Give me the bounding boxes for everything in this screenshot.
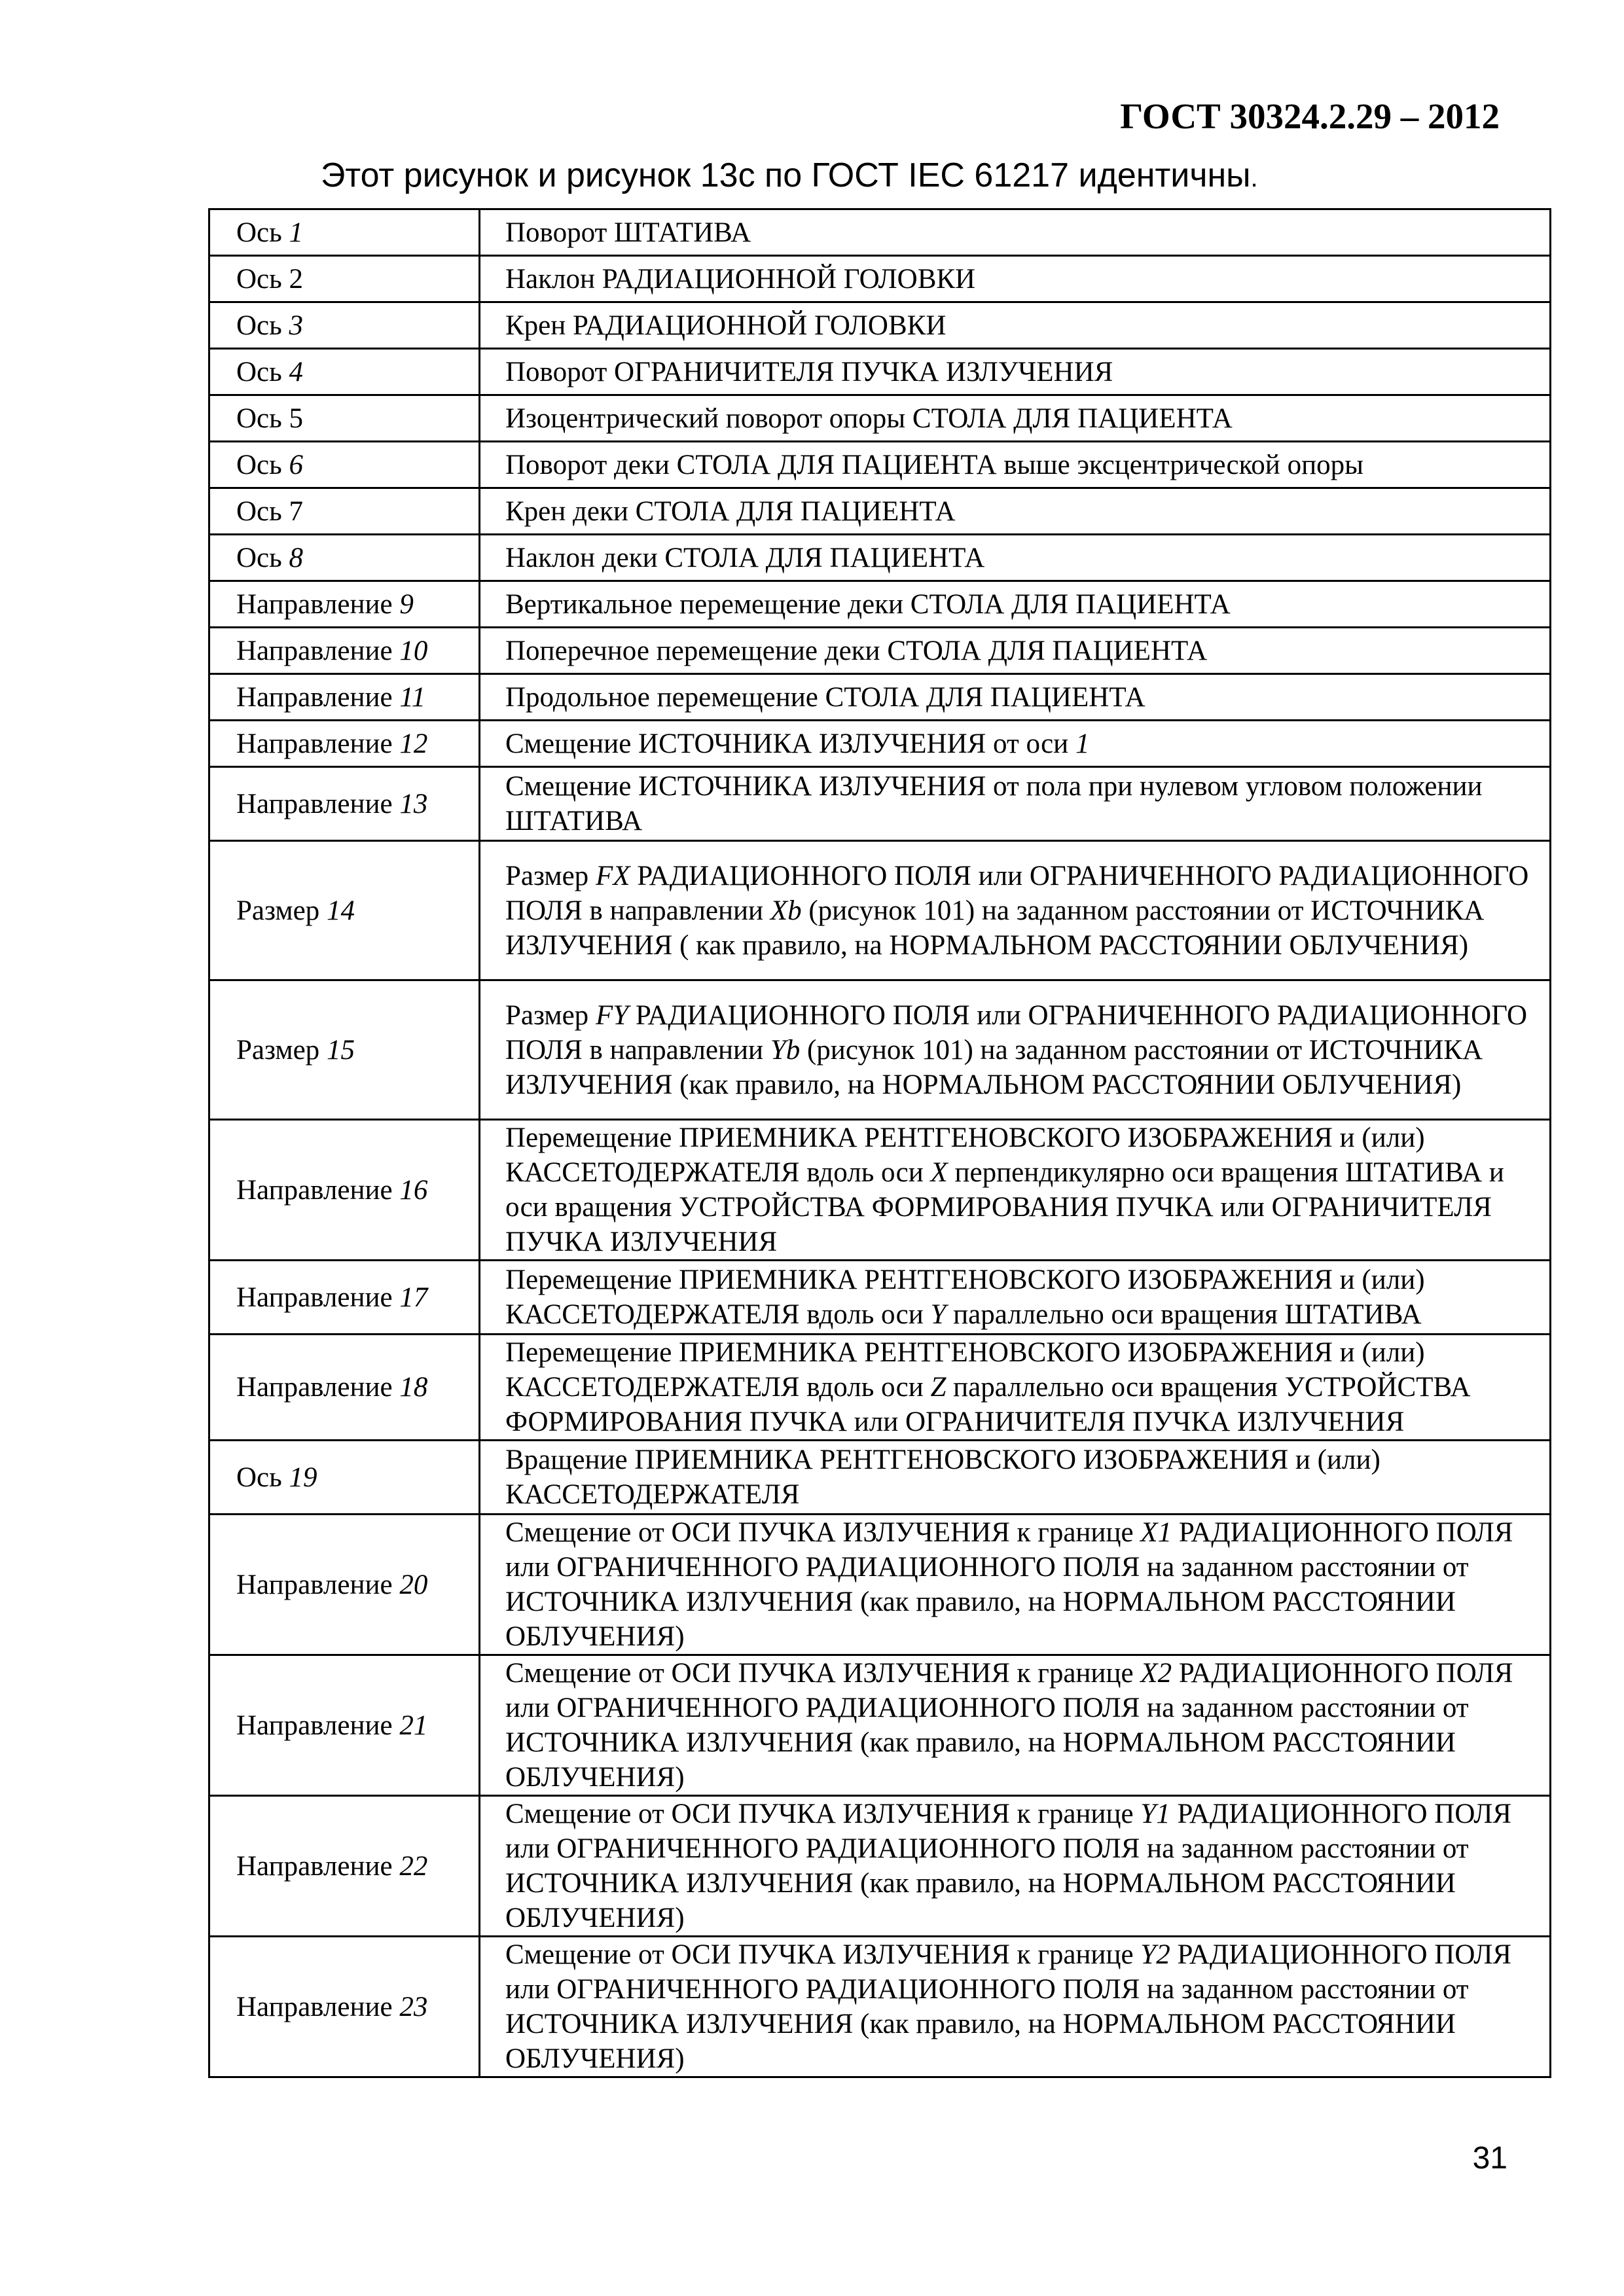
document-header-standard: ГОСТ 30324.2.29 – 2012 bbox=[1120, 96, 1500, 136]
row-label: Направление bbox=[236, 681, 393, 713]
row-label: Ось bbox=[236, 263, 282, 295]
row-designation bbox=[209, 535, 480, 581]
row-number: 7 bbox=[289, 495, 303, 527]
row-description: Поперечное перемещение деки СТОЛА ДЛЯ ПАЦИЕНТА bbox=[480, 628, 1551, 674]
row-description: Вращение ПРИЕМНИКА РЕНТГЕНОВСКОГО ИЗОБРАЖЕНИЯ и (или) КАССЕТОДЕРЖАТЕЛЯ bbox=[480, 1441, 1551, 1515]
table-row bbox=[209, 349, 1551, 395]
row-description: Крен РАДИАЦИОННОЙ ГОЛОВКИ bbox=[480, 302, 1551, 349]
row-number: 21 bbox=[399, 1710, 428, 1741]
row-label: Направление bbox=[236, 728, 393, 759]
row-number: 20 bbox=[399, 1569, 428, 1600]
table-row bbox=[209, 841, 1551, 980]
row-label: Направление bbox=[236, 588, 393, 620]
row-label: Ось bbox=[236, 217, 282, 248]
row-number: 18 bbox=[399, 1372, 428, 1403]
row-designation bbox=[209, 302, 480, 349]
intro-text: Этот рисунок и рисунок 13с по ГОСТ IEC 61217 идентичны bbox=[321, 156, 1251, 194]
row-description: Поворот ОГРАНИЧИТЕЛЯ ПУЧКА ИЗЛУЧЕНИЯ bbox=[480, 349, 1551, 395]
row-designation bbox=[209, 395, 480, 442]
row-label: Направление bbox=[236, 1850, 393, 1882]
row-designation bbox=[209, 349, 480, 395]
table-row bbox=[209, 1937, 1551, 2077]
row-number: 8 bbox=[289, 542, 303, 573]
table-row bbox=[209, 581, 1551, 628]
row-label: Направление bbox=[236, 788, 393, 819]
row-number: 2 bbox=[289, 263, 303, 295]
row-description: Смещение от ОСИ ПУЧКА ИЗЛУЧЕНИЯ к границе X2 РАДИАЦИОННОГО ПОЛЯ или ОГРАНИЧЕННОГО РАДИАЦИОННОГО ПОЛЯ на заданном расстоянии от ИСТОЧНИКА ИЗЛУЧЕНИЯ (как правило, на НОРМАЛЬНОМ РАССТОЯНИИ ОБЛУЧЕНИЯ) bbox=[480, 1655, 1551, 1796]
row-description: Вертикальное перемещение деки СТОЛА ДЛЯ ПАЦИЕНТА bbox=[480, 581, 1551, 628]
row-description: Продольное перемещение СТОЛА ДЛЯ ПАЦИЕНТА bbox=[480, 674, 1551, 721]
row-designation bbox=[209, 980, 480, 1120]
table-row bbox=[209, 535, 1551, 581]
row-description: Поворот деки СТОЛА ДЛЯ ПАЦИЕНТА выше эксцентрической опоры bbox=[480, 442, 1551, 488]
row-number: 13 bbox=[399, 788, 428, 819]
row-description: Перемещение ПРИЕМНИКА РЕНТГЕНОВСКОГО ИЗОБРАЖЕНИЯ и (или) КАССЕТОДЕРЖАТЕЛЯ вдоль оси X перпендикулярно оси вращения ШТАТИВА и оси вращения УСТРОЙСТВА ФОРМИРОВАНИЯ ПУЧКА или ОГРАНИЧИТЕЛЯ ПУЧКА ИЗЛУЧЕНИЯ bbox=[480, 1120, 1551, 1261]
row-designation bbox=[209, 1261, 480, 1335]
table-row bbox=[209, 1655, 1551, 1796]
row-description: Наклон РАДИАЦИОННОЙ ГОЛОВКИ bbox=[480, 256, 1551, 302]
row-label: Ось bbox=[236, 356, 282, 387]
row-designation bbox=[209, 1796, 480, 1937]
row-label: Ось bbox=[236, 310, 282, 341]
row-designation bbox=[209, 581, 480, 628]
table-row bbox=[209, 1335, 1551, 1441]
row-number: 17 bbox=[399, 1282, 428, 1313]
page-number: 31 bbox=[1472, 2141, 1507, 2176]
row-label: Размер bbox=[236, 895, 320, 926]
row-description: Смещение от ОСИ ПУЧКА ИЗЛУЧЕНИЯ к границе Y2 РАДИАЦИОННОГО ПОЛЯ или ОГРАНИЧЕННОГО РАДИАЦИОННОГО ПОЛЯ на заданном расстоянии от ИСТОЧНИКА ИЗЛУЧЕНИЯ (как правило, на НОРМАЛЬНОМ РАССТОЯНИИ ОБЛУЧЕНИЯ) bbox=[480, 1937, 1551, 2077]
table-row bbox=[209, 628, 1551, 674]
row-label: Ось bbox=[236, 495, 282, 527]
row-designation bbox=[209, 767, 480, 841]
row-label: Направление bbox=[236, 1282, 393, 1313]
row-number: 22 bbox=[399, 1850, 428, 1882]
row-designation bbox=[209, 1937, 480, 2077]
table-row bbox=[209, 209, 1551, 256]
row-designation bbox=[209, 1655, 480, 1796]
table-row bbox=[209, 256, 1551, 302]
row-description: Смещение от ОСИ ПУЧКА ИЗЛУЧЕНИЯ к границе X1 РАДИАЦИОННОГО ПОЛЯ или ОГРАНИЧЕННОГО РАДИАЦИОННОГО ПОЛЯ на заданном расстоянии от ИСТОЧНИКА ИЗЛУЧЕНИЯ (как правило, на НОРМАЛЬНОМ РАССТОЯНИИ ОБЛУЧЕНИЯ) bbox=[480, 1515, 1551, 1655]
row-designation bbox=[209, 1441, 480, 1515]
row-number: 11 bbox=[399, 681, 426, 713]
row-description: Смещение ИСТОЧНИКА ИЗЛУЧЕНИЯ от оси 1 bbox=[480, 721, 1551, 767]
row-designation bbox=[209, 1335, 480, 1441]
row-designation bbox=[209, 674, 480, 721]
row-number: 5 bbox=[289, 403, 303, 434]
row-designation bbox=[209, 209, 480, 256]
table-body bbox=[209, 209, 1551, 2077]
row-description: Крен деки СТОЛА ДЛЯ ПАЦИЕНТА bbox=[480, 488, 1551, 535]
row-label: Направление bbox=[236, 1372, 393, 1403]
row-number: 3 bbox=[289, 310, 303, 341]
row-label: Направление bbox=[236, 1174, 393, 1206]
row-number: 12 bbox=[399, 728, 428, 759]
row-label: Ось bbox=[236, 1462, 282, 1493]
row-designation bbox=[209, 628, 480, 674]
row-description: Размер FX РАДИАЦИОННОГО ПОЛЯ или ОГРАНИЧЕННОГО РАДИАЦИОННОГО ПОЛЯ в направлении Xb (рисунок 101) на заданном расстоянии от ИСТОЧНИКА ИЗЛУЧЕНИЯ ( как правило, на НОРМАЛЬНОМ РАССТОЯНИИ ОБЛУЧЕНИЯ) bbox=[480, 841, 1551, 980]
row-label: Размер bbox=[236, 1034, 320, 1066]
row-number: 6 bbox=[289, 449, 303, 480]
row-number: 9 bbox=[399, 588, 414, 620]
table-row bbox=[209, 674, 1551, 721]
row-label: Ось bbox=[236, 449, 282, 480]
table-row bbox=[209, 1441, 1551, 1515]
row-designation bbox=[209, 256, 480, 302]
row-label: Направление bbox=[236, 635, 393, 666]
row-label: Ось bbox=[236, 403, 282, 434]
axes-directions-table bbox=[208, 208, 1551, 2078]
table-row bbox=[209, 1796, 1551, 1937]
row-description: Поворот ШТАТИВА bbox=[480, 209, 1551, 256]
row-label: Ось bbox=[236, 542, 282, 573]
row-label: Направление bbox=[236, 1710, 393, 1741]
table-row bbox=[209, 1120, 1551, 1261]
table-row bbox=[209, 302, 1551, 349]
intro-end-mark: . bbox=[1250, 164, 1258, 192]
row-number: 23 bbox=[399, 1991, 428, 2022]
row-description: Перемещение ПРИЕМНИКА РЕНТГЕНОВСКОГО ИЗОБРАЖЕНИЯ и (или) КАССЕТОДЕРЖАТЕЛЯ вдоль оси Z параллельно оси вращения УСТРОЙСТВА ФОРМИРОВАНИЯ ПУЧКА или ОГРАНИЧИТЕЛЯ ПУЧКА ИЗЛУЧЕНИЯ bbox=[480, 1335, 1551, 1441]
table-row bbox=[209, 767, 1551, 841]
row-designation bbox=[209, 841, 480, 980]
figure-intro-note bbox=[321, 156, 1258, 195]
row-designation bbox=[209, 721, 480, 767]
table-row bbox=[209, 395, 1551, 442]
table-row bbox=[209, 488, 1551, 535]
row-label: Направление bbox=[236, 1569, 393, 1600]
row-number: 19 bbox=[289, 1462, 317, 1493]
table-row bbox=[209, 1261, 1551, 1335]
row-designation bbox=[209, 488, 480, 535]
row-number: 10 bbox=[399, 635, 428, 666]
row-number: 15 bbox=[326, 1034, 355, 1066]
row-description: Наклон деки СТОЛА ДЛЯ ПАЦИЕНТА bbox=[480, 535, 1551, 581]
row-description: Смещение ИСТОЧНИКА ИЗЛУЧЕНИЯ от пола при нулевом угловом положении ШТАТИВА bbox=[480, 767, 1551, 841]
table-row bbox=[209, 1515, 1551, 1655]
row-designation bbox=[209, 1515, 480, 1655]
row-description: Размер FY РАДИАЦИОННОГО ПОЛЯ или ОГРАНИЧЕННОГО РАДИАЦИОННОГО ПОЛЯ в направлении Yb (рисунок 101) на заданном расстоянии от ИСТОЧНИКА ИЗЛУЧЕНИЯ (как правило, на НОРМАЛЬНОМ РАССТОЯНИИ ОБЛУЧЕНИЯ) bbox=[480, 980, 1551, 1120]
row-designation bbox=[209, 442, 480, 488]
table-row bbox=[209, 980, 1551, 1120]
row-designation bbox=[209, 1120, 480, 1261]
row-description: Изоцентрический поворот опоры СТОЛА ДЛЯ ПАЦИЕНТА bbox=[480, 395, 1551, 442]
row-number: 16 bbox=[399, 1174, 428, 1206]
row-number: 4 bbox=[289, 356, 303, 387]
row-number: 1 bbox=[289, 217, 303, 248]
row-label: Направление bbox=[236, 1991, 393, 2022]
row-description: Перемещение ПРИЕМНИКА РЕНТГЕНОВСКОГО ИЗОБРАЖЕНИЯ и (или) КАССЕТОДЕРЖАТЕЛЯ вдоль оси Y параллельно оси вращения ШТАТИВА bbox=[480, 1261, 1551, 1335]
row-number: 14 bbox=[326, 895, 355, 926]
table-row bbox=[209, 442, 1551, 488]
row-description: Смещение от ОСИ ПУЧКА ИЗЛУЧЕНИЯ к границе Y1 РАДИАЦИОННОГО ПОЛЯ или ОГРАНИЧЕННОГО РАДИАЦИОННОГО ПОЛЯ на заданном расстоянии от ИСТОЧНИКА ИЗЛУЧЕНИЯ (как правило, на НОРМАЛЬНОМ РАССТОЯНИИ ОБЛУЧЕНИЯ) bbox=[480, 1796, 1551, 1937]
table-row bbox=[209, 721, 1551, 767]
